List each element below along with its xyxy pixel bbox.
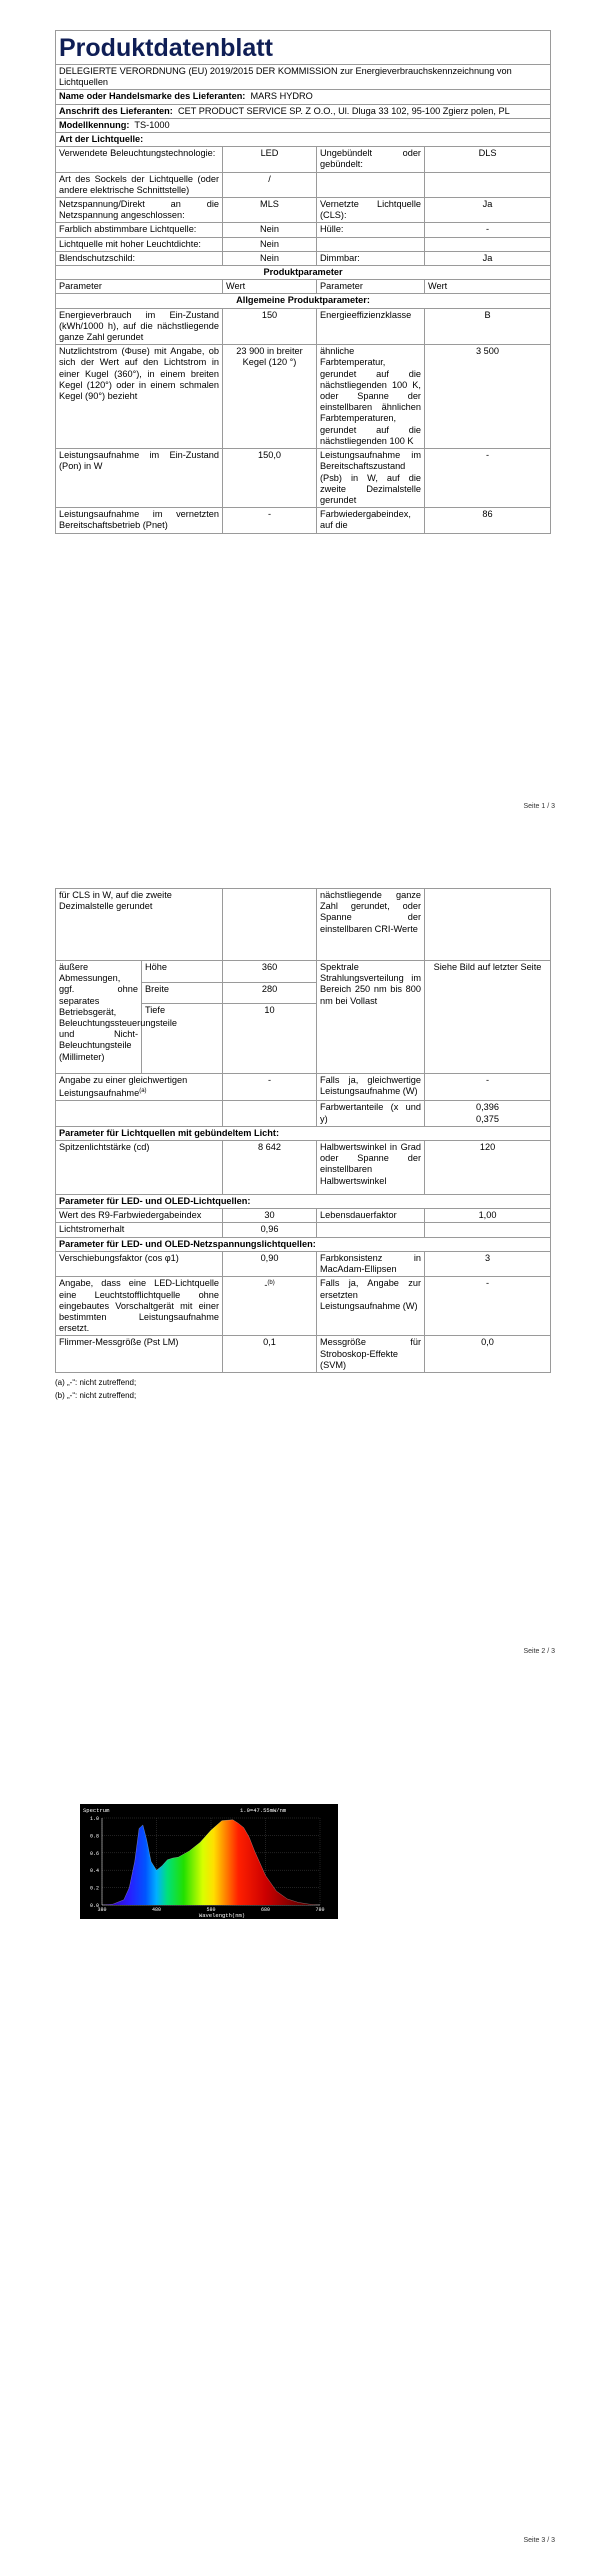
product-sheet-part-1: [55, 30, 550, 534]
y-tick-label: 0.6: [89, 1850, 99, 1857]
cell: DLS: [425, 147, 551, 172]
cell: 30: [223, 1209, 317, 1223]
supplier-name-value: MARS HYDRO: [250, 91, 313, 102]
product-sheet-part-2: [55, 888, 550, 1402]
cell: Falls ja, gleichwertige Leistungsaufnahme (W): [317, 1074, 425, 1101]
table-row: [56, 1336, 551, 1373]
chart-xlabel: Wavelength(nm): [198, 1912, 246, 1919]
y-tick-label: 0.2: [89, 1885, 99, 1892]
cell: Nutzlichtstrom (Φuse) mit Angabe, ob sich der Wert auf den Lichtstrom in einer Kugel (360°), in einem breiten Kegel (120°) oder in einem schmalen Kegel (90°) bezieht: [56, 345, 223, 449]
cell: -: [425, 449, 551, 508]
cell: 0,1: [223, 1336, 317, 1373]
table-row: [56, 172, 551, 197]
table-row: [56, 449, 551, 508]
chroma-value: 0,396 0,375: [425, 1101, 551, 1126]
cell: -: [425, 1074, 551, 1101]
cell: Ja: [425, 251, 551, 265]
cell: Farbkonsistenz in MacAdam-Ellipsen: [317, 1251, 425, 1276]
cell: 1,00: [425, 1209, 551, 1223]
table-row: [56, 251, 551, 265]
cell: 8 642: [223, 1141, 317, 1195]
equiv-label: Angabe zu einer gleichwertigen Leistungsaufnahme: [59, 1075, 188, 1099]
cell: [223, 1101, 317, 1126]
table-row: [56, 1209, 551, 1223]
cell: [223, 889, 317, 961]
x-tick-label: 480: [151, 1907, 162, 1913]
dimension-width-label: Breite: [142, 982, 223, 1004]
cell: für CLS in W, auf die zweite Dezimalstelle gerundet: [56, 889, 223, 961]
supplier-address-label: Anschrift des Lieferanten:: [59, 105, 173, 116]
model-row: [56, 118, 551, 132]
directional-heading: Parameter für Lichtquellen mit gebündeltem Licht:: [56, 1126, 551, 1140]
mains-heading: Parameter für LED- und OLED-Netzspannungslichtquellen:: [56, 1237, 551, 1251]
general-params-heading: Allgemeine Produktparameter:: [56, 294, 551, 308]
cell: [56, 1101, 223, 1126]
claim-value: -: [264, 1280, 268, 1291]
table-row: [56, 1277, 551, 1336]
cell: Lichtquelle mit hoher Leuchtdichte:: [56, 237, 223, 251]
cell: Verschiebungsfaktor (cos φ1): [56, 1251, 223, 1276]
table-row: [56, 345, 551, 449]
cell: 150: [223, 308, 317, 345]
dimensions-row: [56, 961, 551, 983]
model-value: TS-1000: [134, 119, 170, 130]
cell: Blendschutzschild:: [56, 251, 223, 265]
cell: Halbwertswinkel in Grad oder Spanne der einstellbaren Halbwertswinkel: [317, 1141, 425, 1195]
cell: Leistungsaufnahme im vernetzten Bereitschaftsbetrieb (Pnet): [56, 508, 223, 533]
chart-readout: 1.0=47.55mW/nm: [240, 1807, 287, 1814]
cell: B: [425, 308, 551, 345]
claim-value-cell: [223, 1277, 317, 1336]
page-2: [0, 846, 603, 1692]
params-heading: Produktparameter: [56, 266, 551, 280]
regulation-text: DELEGIERTE VERORDNUNG (EU) 2019/2015 DER KOMMISSION zur Energieverbrauchskennzeichnung von Lichtquellen: [56, 65, 551, 90]
cell: /: [223, 172, 317, 197]
dimension-height-value: 360: [223, 961, 317, 983]
page-3: [0, 1692, 603, 2560]
cell: Energieeffizienzklasse: [317, 308, 425, 345]
cell: [425, 889, 551, 961]
model-label: Modellkennung:: [59, 119, 130, 130]
cell: Messgröße für Stroboskop-Effekte (SVM): [317, 1336, 425, 1373]
table-row: [56, 1074, 551, 1101]
cell: Farblich abstimmbare Lichtquelle:: [56, 223, 223, 237]
y-tick-label: 0.8: [89, 1833, 99, 1840]
spectral-value: Siehe Bild auf letzter Seite: [425, 961, 551, 1074]
footnote-ref-a: (a): [139, 1088, 147, 1095]
cell: 86: [425, 508, 551, 533]
cell: Ja: [425, 198, 551, 223]
sheet-table-2: [55, 888, 551, 1373]
dimension-height-label: Höhe: [142, 961, 223, 983]
cell: [317, 172, 425, 197]
col-header-value: Wert: [223, 280, 317, 294]
cell: 150,0: [223, 449, 317, 508]
dimensions-label: äußere Abmessungen, ggf. ohne separates Betriebsgerät, Beleuchtungssteuerungsteile und Nicht-Beleuchtungsteile (Millimeter): [56, 961, 142, 1074]
table-row: [56, 198, 551, 223]
cell: Dimmbar:: [317, 251, 425, 265]
cell: Farbwiedergabeindex, auf die: [317, 508, 425, 533]
lightsource-heading: Art der Lichtquelle:: [56, 133, 551, 147]
x-tick-label: 780: [315, 1907, 325, 1913]
cell: Art des Sockels der Lichtquelle (oder andere elektrische Schnittstelle): [56, 172, 223, 197]
supplier-address-value: CET PRODUCT SERVICE SP. Z O.O., Ul. Dluga 33 102, 95-100 Zgierz polen, PL: [177, 105, 510, 116]
cell: nächstliegende ganze Zahl gerundet, oder Spanne der einstellbaren CRI-Werte: [317, 889, 425, 961]
table-row: [56, 508, 551, 533]
cell: 23 900 in breiter Kegel (120 °): [223, 345, 317, 449]
dimension-width-value: 280: [223, 982, 317, 1004]
page-number-1: Seite 1 / 3: [523, 803, 555, 810]
table-row: [56, 1101, 551, 1126]
cell: Falls ja, Angabe zur ersetzten Leistungsaufnahme (W): [317, 1277, 425, 1336]
cell: Flimmer-Messgröße (Pst LM): [56, 1336, 223, 1373]
cell: Nein: [223, 251, 317, 265]
cell: 0,96: [223, 1223, 317, 1237]
footnote-ref-b: (b): [267, 1280, 275, 1287]
spectrum-chart: [80, 1804, 338, 1919]
equiv-label-cell: [56, 1074, 223, 1101]
cell: 3: [425, 1251, 551, 1276]
supplier-name-row: [56, 90, 551, 104]
params-header-row: [56, 280, 551, 294]
cell: Nein: [223, 223, 317, 237]
document-title: Produktdatenblatt: [56, 31, 551, 65]
page-number-2: Seite 2 / 3: [523, 1648, 555, 1655]
y-tick-label: 0.0: [89, 1903, 99, 1909]
cell: -: [223, 508, 317, 533]
cell: [317, 1223, 425, 1237]
table-row: [56, 889, 551, 961]
cell: Lichtstromerhalt: [56, 1223, 223, 1237]
cell: Hülle:: [317, 223, 425, 237]
spectral-label: Spektrale Strahlungsverteilung im Bereich 250 nm bis 800 nm bei Vollast: [317, 961, 425, 1074]
cell: -: [223, 1074, 317, 1101]
col-header-param: Parameter: [56, 280, 223, 294]
supplier-name-label: Name oder Handelsmarke des Lieferanten:: [59, 91, 246, 102]
cell: Verwendete Beleuchtungstechnologie:: [56, 147, 223, 172]
table-row: [56, 147, 551, 172]
x-tick-label: 580: [206, 1907, 216, 1913]
cell: Angabe, dass eine LED-Lichtquelle eine Leuchtstofflichtquelle ohne eingebautes Vorschaltgerät mit einer bestimmten Leistungsaufnahme ersetzt.: [56, 1277, 223, 1336]
table-row: [56, 237, 551, 251]
table-row: [56, 1141, 551, 1195]
sheet-table-1: [55, 30, 551, 534]
cell: Vernetzte Lichtquelle (CLS):: [317, 198, 425, 223]
table-row: [56, 308, 551, 345]
col-header-value: Wert: [425, 280, 551, 294]
cell: Energieverbrauch im Ein-Zustand (kWh/1000 h), auf die nächstliegende ganze Zahl gerundet: [56, 308, 223, 345]
chart-title: Spectrum: [83, 1807, 110, 1814]
cell: Spitzenlichtstärke (cd): [56, 1141, 223, 1195]
x-tick-label: 680: [260, 1907, 271, 1913]
cell: 120: [425, 1141, 551, 1195]
cell: Lebensdauerfaktor: [317, 1209, 425, 1223]
y-tick-label: 1.0: [89, 1816, 99, 1822]
cell: [425, 1223, 551, 1237]
cell: LED: [223, 147, 317, 172]
table-row: [56, 223, 551, 237]
footnote-b: (b) „-“: nicht zutreffend;: [55, 1390, 137, 1400]
page-1: [0, 0, 603, 846]
dimension-depth-label: Tiefe: [142, 1004, 223, 1074]
cell: [425, 172, 551, 197]
cell: -: [425, 223, 551, 237]
col-header-param: Parameter: [317, 280, 425, 294]
led-heading: Parameter für LED- und OLED-Lichtquellen:: [56, 1195, 551, 1209]
cell: ähnliche Farbtemperatur, gerundet auf die nächstliegenden 100 K, oder Spanne der einstellbaren ähnlichen Farbtemperaturen, gerundet auf die nächstliegenden 100 K: [317, 345, 425, 449]
table-row: [56, 1223, 551, 1237]
y-tick-label: 0.4: [89, 1868, 99, 1875]
cell: Leistungsaufnahme im Ein-Zustand (Pon) in W: [56, 449, 223, 508]
cell: 0,0: [425, 1336, 551, 1373]
footnote-a: (a) „-“: nicht zutreffend;: [55, 1377, 137, 1387]
cell: Netzspannung/Direkt an die Netzspannung angeschlossen:: [56, 198, 223, 223]
page-number-3: Seite 3 / 3: [523, 2537, 555, 2544]
cell: Ungebündelt oder gebündelt:: [317, 147, 425, 172]
x-tick-label: 380: [97, 1907, 107, 1913]
cell: Wert des R9-Farbwiedergabeindex: [56, 1209, 223, 1223]
supplier-address-row: [56, 104, 551, 118]
cell: Leistungsaufnahme im Bereitschaftszustand (Psb) in W, auf die zweite Dezimalstelle gerundet: [317, 449, 425, 508]
cell: Nein: [223, 237, 317, 251]
cell: 0,90: [223, 1251, 317, 1276]
cell: -: [425, 1277, 551, 1336]
cell: Farbwertanteile (x und y): [317, 1101, 425, 1126]
dimension-depth-value: 10: [223, 1004, 317, 1074]
table-row: [56, 1251, 551, 1276]
cell: 3 500: [425, 345, 551, 449]
cell: MLS: [223, 198, 317, 223]
cell: [425, 237, 551, 251]
cell: [317, 237, 425, 251]
